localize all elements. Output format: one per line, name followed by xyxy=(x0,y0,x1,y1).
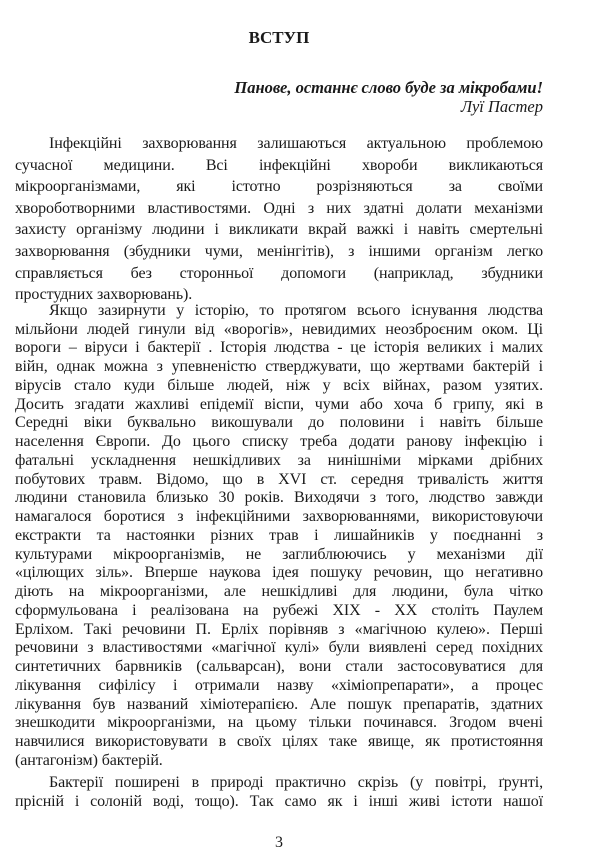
body-text xyxy=(15,133,543,853)
text-line: лікування сифілісу і отримали назву «хіміопрепарати», а процес xyxy=(15,676,543,694)
text-line: лікування був названий хіміотерапією. Але пошук препаратів, здатних xyxy=(15,695,543,713)
text-line: простудних захворювань). xyxy=(15,286,193,304)
text-line: мільйони людей гинули від «ворогів», невидимих неозброєним оком. Ці xyxy=(15,320,543,338)
text-line: Бактерії поширені в природі практично скрізь (у повітрі, ґрунті, xyxy=(49,773,543,791)
epigraph-quote: Панове, останнє слово буде за мікробами! xyxy=(234,78,543,97)
epigraph-author: Луї Пастер xyxy=(460,97,543,116)
text-line: захворювання (збудники чуми, менінгітів), з іншими організм легко xyxy=(15,242,543,260)
page-title: ВСТУП xyxy=(248,28,310,47)
text-line: речовини з властивостями «магічної кулі» були виявлені серед похідних xyxy=(15,639,543,657)
text-line: синтетичних барвників (сальварсан), вони стали застосовуватися для xyxy=(15,658,543,675)
text-line: «цілющих зіль». Вперше наукова ідея пошуку речовин, що негативно xyxy=(15,564,543,582)
paragraph-3 xyxy=(15,773,543,811)
text-line: прісній і солоній воді, тощо). Так само як і інші живі істоти нашої xyxy=(15,792,543,810)
text-line: мікроорганізмами, які істотно розрізняються за своїми xyxy=(15,178,543,196)
epigraph xyxy=(234,78,543,116)
text-line: намагалося боротися з інфекційними захворюваннями, використовуючи xyxy=(15,508,543,525)
text-line: Середні віки буквально викошували до половини і навіть більше xyxy=(15,414,543,432)
page-number: 3 xyxy=(275,833,283,851)
text-line: вірусів стало куди більше людей, ніж у всіх війнах, разом узятих. xyxy=(15,376,543,394)
text-line: Інфекційні захворювання залишаються актуальною проблемою xyxy=(49,135,543,152)
text-line: людини становила близько 30 років. Виходячи з того, людство завжди xyxy=(15,489,543,507)
text-line: хвороботворними властивостями. Одні з них здатні долати механізми xyxy=(15,199,543,217)
paragraph-1 xyxy=(15,133,543,306)
text-line: сучасної медицини. Всі інфекційні хвороби викликаються xyxy=(15,156,543,174)
text-line: Якщо зазирнути у історію, то протягом всього існування людства xyxy=(49,301,543,319)
text-line: знешкодити мікроорганізми, на цьому тільки починався. Згодом вчені xyxy=(15,714,543,732)
text-line: війн, однак можна з упевненістю стверджувати, що жертвами бактерій і xyxy=(15,358,543,375)
text-line: (антагонізм) бактерій. xyxy=(15,751,163,769)
text-line: сформульована і реалізована на рубежі XIX - XX століть Паулем xyxy=(15,601,543,619)
text-line: культурами мікроорганізмів, не заглиблюючись у механізми дії xyxy=(15,545,543,563)
text-line: захисту організму людини і викликати вкрай важкі і навіть смертельні xyxy=(15,221,543,239)
text-line: екстракти та настоянки різних трав і лишайників у поєднанні з xyxy=(15,526,543,544)
paragraph-2 xyxy=(15,302,543,771)
text-line: вороги – віруси і бактерії . Історія людства - це історія великих і малих xyxy=(15,339,543,357)
text-line: справляється без сторонньої допомоги (наприклад, збудники xyxy=(15,264,543,282)
text-line: діють на мікроорганізми, але нешкідливі для людини, була чітко xyxy=(15,583,543,600)
text-line: населення Європи. До цього списку треба додати ранову інфекцію і xyxy=(15,433,543,450)
text-line: побутових травм. Відомо, що в XVI ст. середня тривалість життя xyxy=(15,470,543,488)
text-line: фатальні ускладнення нешкідливих за нинішніми мірками дрібних xyxy=(15,451,543,469)
text-line: Досить згадати жахливі епідемії віспи, чуми або хоча б грипу, які в xyxy=(15,395,543,413)
text-line: Ерліхом. Такі речовини П. Ерліх порівняв з «магічною кулею». Перші xyxy=(15,620,543,638)
text-line: навчилися використовувати в своїх цілях таке явище, як протистояння xyxy=(15,733,543,750)
